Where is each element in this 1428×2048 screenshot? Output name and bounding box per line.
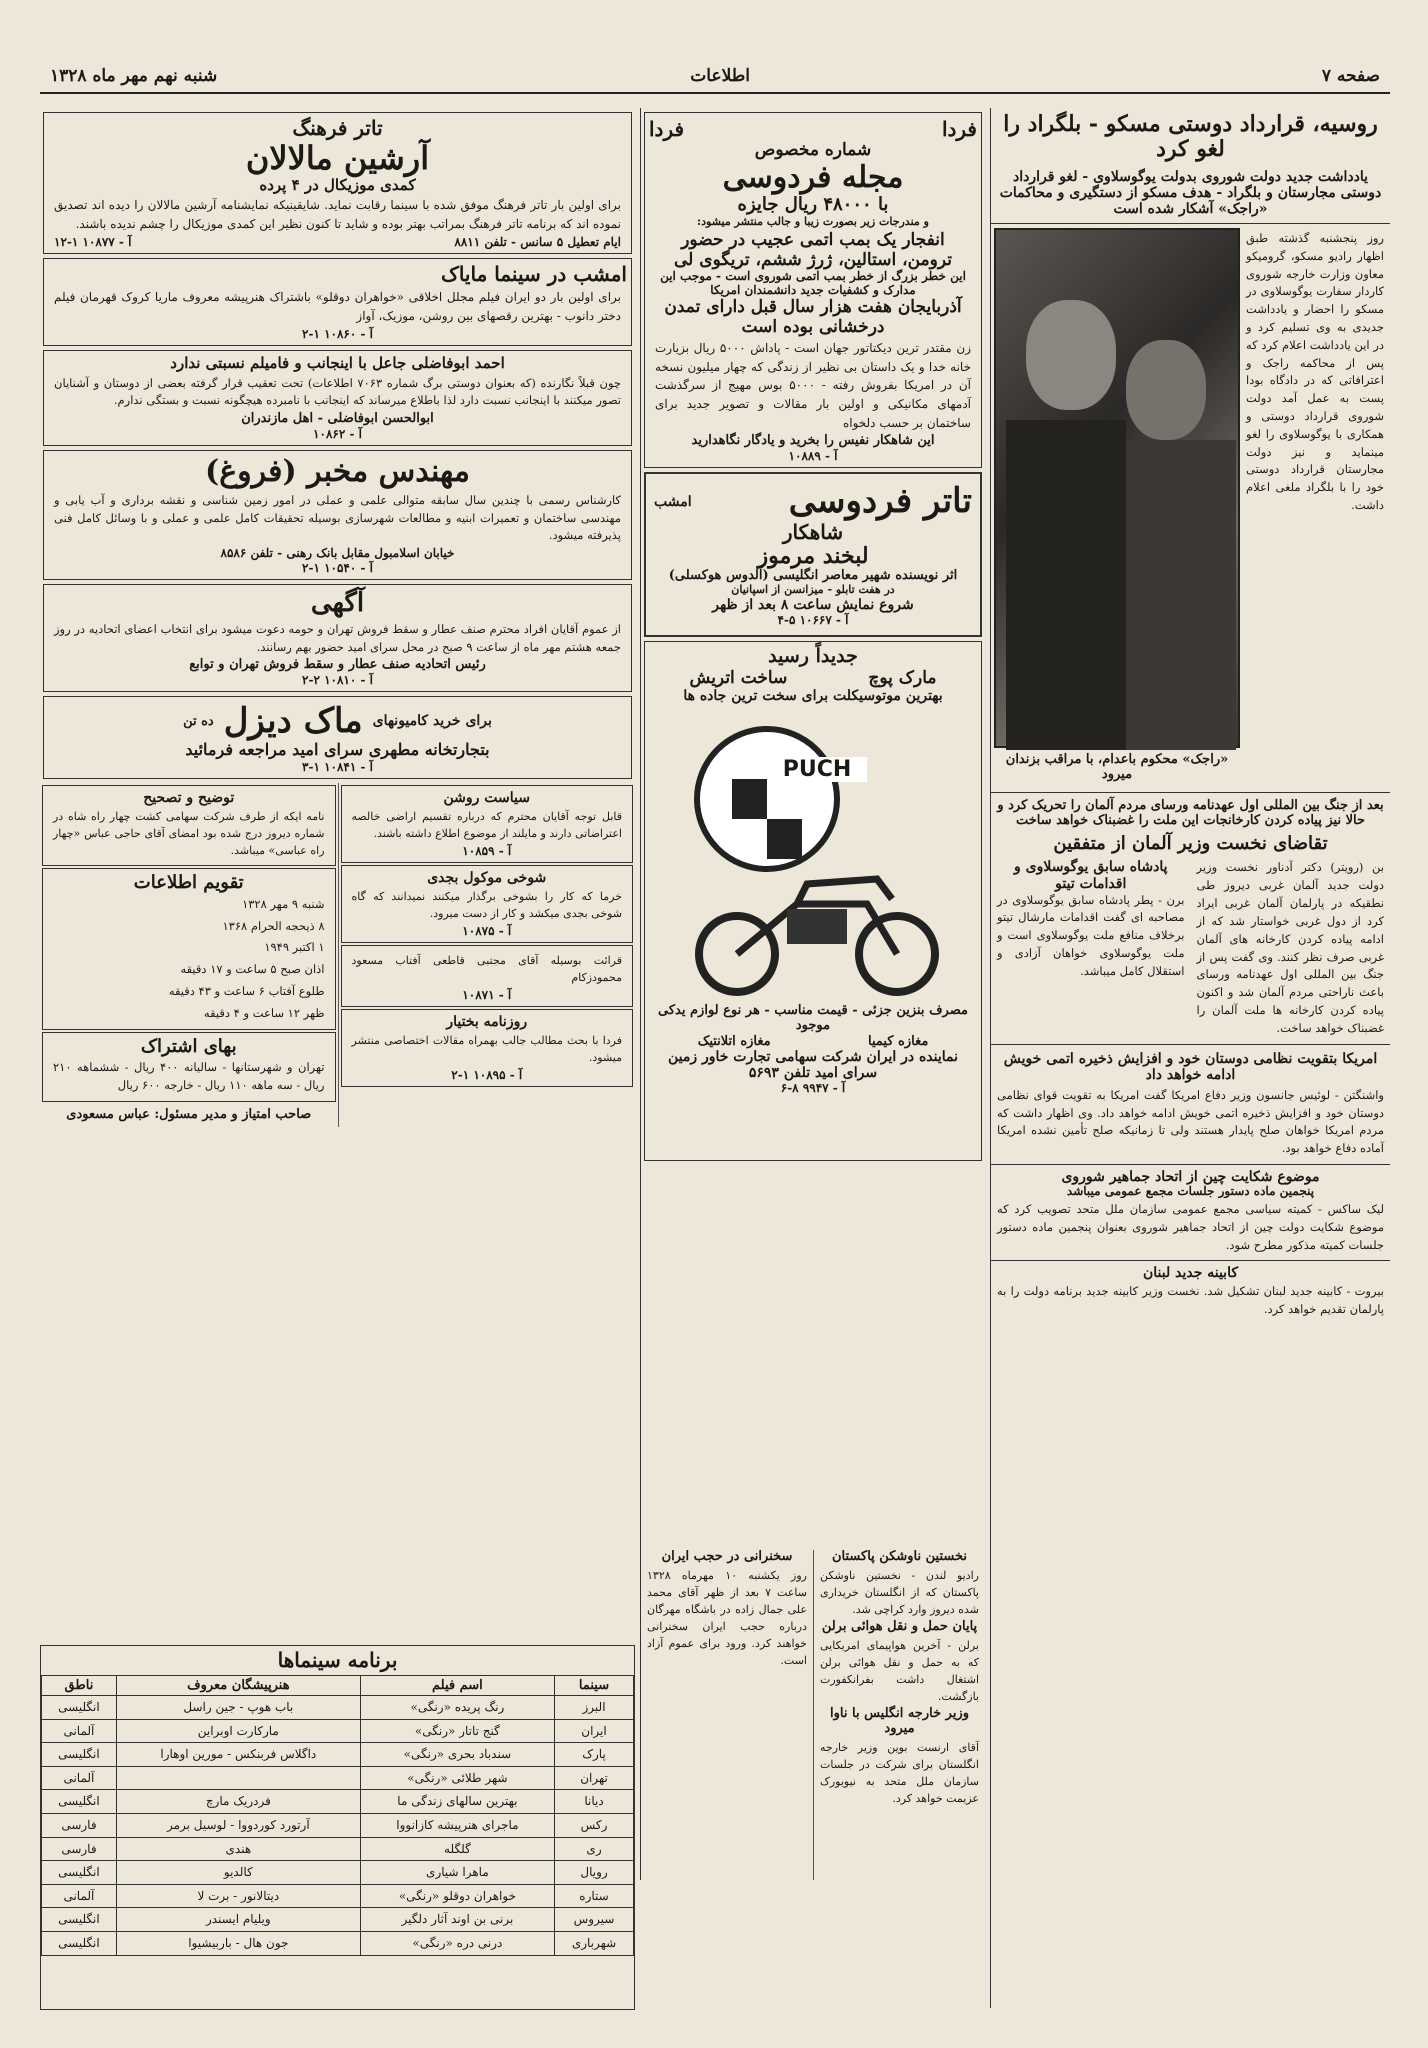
mayak-text: برای اولین بار دو ایران فیلم مجلل اخلاقی «خواهران دوقلو» باشتراک هنرپیشه معروف ماریا کروک قهرمان فیلم دختر دانوب - بهترین رقصهای بین روشن، موزیک، آواز (54, 290, 621, 323)
magazine-intro: و مندرجات زیر بصورت زیبا و جالب منتشر میشود: (697, 214, 929, 228)
cinema-cell: فارسی (42, 1813, 117, 1837)
news-lower-right (813, 1550, 985, 1880)
puch-logo-text: PUCH (767, 757, 867, 782)
policy-title: سیاست روشن (443, 789, 530, 806)
russia-story-text: روز پنجشنبه گذشته طبق اظهار رادیو مسکو، گرومیکو معاون وزارت خارجه شوروی کاردار سفارت یوگوسلاوی در مسکو را احضار و یادداشت جدیدی به وی تسلیم کرد و در این یادداشت اعلام کرد که پس از محاکمه راجک و اعترافاتی که در دادگاه بودا پست به عمل آمد دولت شوروی قرارداد دوستی و همکاری با یوگوسلاوی را لغو مینماید و نیز دولت مجارستان قرارداد دوستی خود را با بلگراد ملغی اعلام داشت. (1246, 230, 1384, 513)
germany-text: بن (رویتر) دکتر آدناور نخست وزیر دولت جدید آلمان غربی دیروز طی نطقیکه در پارلمان آلمان غربی ایراد کرد از دول غربی خواستار شد که از ادامه پیاده کردن کارخانه های آلمان غربی صرف نظر کنند. وی گفت پس از جنگ بین المللی اول عهدنامه ورسای باعث ناراحتی مردم آلمان شد و اکنون پیاده کردن کارخانه ها ملت آلمان را غضبناک خواهد ساخت. (1196, 860, 1384, 1035)
photo-figure-2 (1126, 340, 1206, 440)
puch-origin: ساخت اتریش (689, 667, 788, 688)
china-subhead: پنجمین ماده دستور جلسات مجمع عمومی میباشد (1066, 1184, 1315, 1199)
cinema-cell: انگلیسی (42, 1931, 117, 1955)
yugoslav-king-text: برن - پطر پادشاه سابق یوگوسلاوی در مصاحبه ای گفت اقدامات مارشال تیتو برخلاف منافع ملت یوگوسلاوی است و ملت یوگوسلاوی خواهان آزادی و استقلال کامل میباشد. (997, 892, 1185, 978)
cinema-program (40, 1645, 635, 2010)
magazine-line4: آذربایجان هفت هزار سال قبل دارای تمدن درخشانی بوده است (664, 297, 962, 337)
small-notices-grid (40, 783, 635, 1127)
china-headline: موضوع شکایت چین از اتحاد جماهیر شوروی (1061, 1169, 1320, 1185)
china-text: لیک ساکس - کمیته سیاسی مجمع عمومی سازمان ملل متحد تصویب کرد که موضوع شکایت دولت چین از اتحاد جماهیر شوروی بعنوان پنجمین ماده دستور جلسات کمیته مذکور مطرح شود. (997, 1201, 1384, 1252)
bakhtiar-text: فردا با بحث مطالب جالب بهمراه مقالات اختصاصی منتشر میشود. (351, 1034, 622, 1065)
puch-logo-square-1 (732, 779, 767, 819)
puch-brand-label: مارک پوچ (868, 667, 937, 688)
calendar-title: تقویم اطلاعات (133, 872, 244, 894)
ferdowsi-theatre-ad (644, 472, 982, 637)
puch-subline: بهترین موتوسیکلت برای سخت ترین جاده ها (683, 687, 943, 704)
cinema-cell: باب هوپ - جین راسل (116, 1696, 360, 1720)
magazine-line1: انفجار یک بمب اتمی عجیب در حضور (681, 230, 945, 251)
editor-credit: صاحب امتیاز و مدیر مسئول: عباس مسعودی (66, 1106, 312, 1122)
iran-lecture-text: روز یکشنبه ۱۰ مهرماه ۱۳۲۸ ساعت ۷ بعد از ظهر آقای محمد علی جمال زاده در باشگاه مهرگان درباره حجب ایران سخنرانی خواهند کرد. ورود برای عموم آزاد است. (647, 1568, 807, 1668)
headline-russia: روسیه، قرارداد دوستی مسکو - بلگراد را لغو کرد (1003, 111, 1378, 163)
small-notices-right (338, 783, 636, 1127)
guild-notice-code: آ - ۱۰۸۱۰ ۲-۲ (302, 673, 373, 688)
calendar-row: طلوع آفتاب ۶ ساعت و ۴۳ دقیقه (168, 983, 325, 998)
cinema-cell: انگلیسی (42, 1861, 117, 1885)
cinema-cell: آرتورد کوردووا - لوسیل برمر (116, 1813, 360, 1837)
puch-body: مصرف بنزین جزئی - قیمت مناسب - هر نوع لوازم یدکی موجود (658, 1003, 968, 1033)
cinema-cell: البرز (555, 1696, 634, 1720)
cinema-cell: شهرباری (555, 1931, 634, 1955)
berlin-airlift-title: پایان حمل و نقل هوائی برلن (821, 1619, 978, 1635)
subscription-box (42, 1032, 336, 1102)
mack-post: ده تن (183, 713, 214, 729)
play-author: اثر نویسنده شهیر معاصر انگلیسی (آلدوس هوکسلی) (668, 568, 958, 584)
notice-correction (42, 785, 336, 866)
abufazeli-code: آ - ۱۰۸۶۲ (313, 427, 362, 442)
ferdowsi-magazine-ad (644, 112, 982, 468)
column-news-middle-lower (640, 1550, 985, 1880)
puch-ad-code: آ - ۹۹۴۷ ۸-۶ (780, 1081, 846, 1096)
calendar-row: ۸ ذیحجه الحرام ۱۳۶۸ (222, 918, 325, 933)
cinema-cell: ماهرا شیاری (360, 1861, 554, 1885)
cinema-row (42, 1908, 634, 1932)
mokhber-text: کارشناس رسمی با چندین سال سابقه متوالی علمی و عملی در امور زمین شناسی و نقشه برداری و آب یابی و مهندسی ساختمان و تعمیرات ابنیه و مطالعات شهرسازی بوسیله تحقیقات کامل علمی و عملی و با وسائل کامل فنی پذیرفته میشود. (54, 492, 621, 543)
guild-notice (43, 584, 632, 692)
policy-text: قابل توجه آقایان محترم که درباره تقسیم اراضی خالصه اعتراضاتی دارند و مایلند از موضوع اطلاع داشته باشند. (351, 809, 622, 840)
cinema-cell: انگلیسی (42, 1908, 117, 1932)
cinema-cell: درنی دره «رنگی» (360, 1931, 554, 1955)
joke-title: شوخی موکول بجدی (427, 870, 547, 886)
cinema-cell: فردریک مارچ (116, 1790, 360, 1814)
calendar-box (42, 868, 336, 1030)
cinema-cell: ویلیام ایسندر (116, 1908, 360, 1932)
mokhber-code: آ - ۱۰۵۴۰ ۱-۲ (302, 560, 373, 575)
column-news-right (990, 108, 1390, 2008)
motorcycle-engine (787, 909, 847, 944)
tonight-label: امشب (654, 493, 692, 510)
farhang-theatre-ad (43, 112, 632, 254)
puch-logo-and-motorcycle (647, 704, 977, 1004)
subhead-russia: یادداشت جدید دولت شوروی بدولت یوگوسلاوی - لغو قرارداد دوستی مجارستان و بلگراد - هدف مسکو از دستگیری و محاکمات «راجک» آشکار شده است (999, 168, 1382, 217)
cinema-row (42, 1884, 634, 1908)
mack-text: بتجارتخانه مطهری سرای امید مراجعه فرمائید (185, 740, 490, 760)
tomorrow-right: فردا (941, 117, 977, 141)
cinema-cell: تهران (555, 1766, 634, 1790)
cinema-cell: گلگله (360, 1837, 554, 1861)
berlin-airlift-text: برلن - آخرین هواپیمای امریکایی که به حمل و نقل هوائی برلن اشتغال داشت بفرانکفورت بازگشت. (820, 1639, 979, 1704)
photo-body-2 (1126, 440, 1236, 750)
abufazeli-sign: ابوالحسن ابوفاضلی - اهل مازندران (241, 411, 434, 427)
puch-agent: نماینده در ایران شرکت سهامی تجارت خاور زمین (667, 1048, 959, 1065)
cinema-row (42, 1719, 634, 1743)
cinema-cell: ماجرای هنرپیشه کازانووا (360, 1813, 554, 1837)
magazine-ad-code: آ - ۱۰۸۸۹ (788, 449, 838, 464)
puch-artwork (649, 704, 977, 1004)
farhang-text: برای اولین بار تاتر فرهنگ موفق شده با سینما رقابت نماید. شایقینیکه نمایشنامه آرشین مالالان را دیده اند تصدیق نموده اند که برنامه تاتر فرهنگ بمراتب بهتر بوده و شاید تا کنون نظیر این کمدی موزیکال را چشم ندیده باشند. (54, 198, 621, 231)
cinema-table-body (42, 1696, 634, 1956)
cinema-cell: گنج تاتار «رنگی» (360, 1719, 554, 1743)
cinema-row (42, 1931, 634, 1955)
cinema-cell: هندی (116, 1837, 360, 1861)
notice-joke (341, 865, 634, 943)
photo-figure-1 (1026, 300, 1116, 410)
mack-diesel-ad (43, 696, 632, 778)
column-ads-left (40, 108, 635, 1648)
cinema-cell: سیروس (555, 1908, 634, 1932)
engineer-mokhber-ad (43, 450, 632, 580)
magazine-name: مجله فردوسی (722, 159, 904, 195)
mayak-cinema-ad (43, 258, 632, 346)
guild-notice-text: از عموم آقایان افراد محترم صنف عطار و سقط فروش تهران و حومه دعوت میشود برای انتخاب اعضای اتحادیه در روز جمعه هشتم مهر ماه از ساعت ۹ صبح در محل سرای امید حضور بهم رسانند. (54, 621, 622, 654)
lebanon-text: بیروت - کابینه جدید لبنان تشکیل شد. نخست وزیر کابینه جدید برنامه دولت را به پارلمان تقدیم خواهد کرد. (997, 1284, 1384, 1317)
play-cast: در هفت تابلو - میزانسن از اسپانیان (731, 583, 895, 597)
subscription-title: بهای اشتراک (140, 1035, 237, 1057)
issue-date: شنبه نهم مهر ماه ۱۳۲۸ (50, 66, 218, 86)
farhang-code: آ - ۱۰۸۷۷ ۱-۱۲ (54, 235, 132, 250)
mayak-code: آ - ۱۰۸۶۰ ۱-۲ (302, 327, 373, 342)
magazine-prize: با ۴۸۰۰۰ ریال جایزه (737, 194, 889, 216)
cinema-title: برنامه سینماها (277, 1648, 398, 1672)
column-ads-middle (640, 108, 985, 1638)
news-lower-left (641, 1550, 813, 1880)
cinema-cell: آلمانی (42, 1766, 117, 1790)
cinema-cell: مارکارت اوبراین (116, 1719, 360, 1743)
magazine-line2: ترومن، استالین، ژرژ ششم، تریگوی لی (674, 249, 952, 270)
calendar-row: ۱ اکتبر ۱۹۴۹ (264, 940, 325, 955)
joke-code: آ - ۱۰۸۷۵ (462, 924, 512, 939)
mokhber-address: خیابان اسلامبول مقابل بانک رهنی - تلفن ۸۵۸۶ (220, 546, 455, 561)
cinema-row (42, 1696, 634, 1720)
small-notices-left (40, 783, 338, 1127)
cinema-header-cinema: سینما (555, 1676, 634, 1696)
cinema-cell: ایران (555, 1719, 634, 1743)
america-headline: امریکا بتقویت نظامی دوستان خود و افزایش ذخیره اتمی خویش ادامه خواهد داد (1003, 1050, 1378, 1083)
notice-abufazeli (43, 350, 632, 446)
cinema-cell: فارسی (42, 1837, 117, 1861)
correction-title: توضیح و تصحیح (143, 789, 235, 806)
reading-text: قرائت بوسیله آقای مجتبی قاطعی آفتاب مسعود محمودزکام (351, 954, 622, 985)
play-title: لبخند مرموز (757, 543, 869, 570)
puch-phone: سرای امید تلفن ۵۶۹۳ (748, 1065, 878, 1082)
cinema-cell: ری (555, 1837, 634, 1861)
photo-caption: «راجک» محکوم باعدام، با مراقب بزندان میرود (1005, 751, 1229, 782)
page-header (40, 60, 1390, 94)
cinema-row (42, 1766, 634, 1790)
cinema-cell: رکس (555, 1813, 634, 1837)
special-issue: شماره مخصوص (754, 140, 872, 160)
policy-code: آ - ۱۰۸۵۹ (462, 844, 512, 858)
show-time: شروع نمایش ساعت ۸ بعد از ظهر (712, 597, 914, 614)
cinema-header-film: اسم فیلم (360, 1676, 554, 1696)
cinema-cell: جون هال - باربیشیوا (116, 1931, 360, 1955)
puch-headline: جدیداً رسید (768, 645, 858, 668)
guild-notice-title: آگهی (310, 587, 365, 618)
mack-brand: ماک دیزل (223, 701, 363, 742)
cinema-header-language: ناطق (42, 1676, 117, 1696)
cinema-row (42, 1813, 634, 1837)
cinema-cell: ستاره (555, 1884, 634, 1908)
mokhber-title: مهندس مخبر (فروغ) (205, 454, 470, 490)
cinema-cell: رویال (555, 1861, 634, 1885)
cinema-cell: انگلیسی (42, 1790, 117, 1814)
farhang-hours: ایام تعطیل ۵ سانس - تلفن ۸۸۱۱ (454, 235, 621, 250)
cinema-row (42, 1790, 634, 1814)
bakhtiar-code: آ - ۱۰۸۹۵ ۱-۲ (451, 1068, 523, 1083)
cinema-cell: داگلاس فربنکس - مورین اوهارا (116, 1743, 360, 1767)
germany-subhead: بعد از جنگ بین المللی اول عهدنامه ورسای مردم آلمان را تحریک کرد و حالا نیز پیاده کردن کارخانجات این ملت را غضبناک خواهد ساخت (997, 797, 1384, 828)
cinema-row (42, 1743, 634, 1767)
cinema-cell: پارک (555, 1743, 634, 1767)
cinema-cell: انگلیسی (42, 1743, 117, 1767)
newspaper-page (40, 90, 1390, 2020)
cinema-cell: آلمانی (42, 1884, 117, 1908)
cinema-cell: سندباد بحری «رنگی» (360, 1743, 554, 1767)
pakistan-destroyer-title: نخستین ناوشکن پاکستان (831, 1550, 968, 1564)
puch-shop-2: مغازه اتلانتیک (697, 1033, 771, 1049)
cinema-cell (116, 1766, 360, 1790)
british-minister-text: آقای ارنست بوین وزیر خارجه انگلستان برای شرکت در جلسات سازمان ملل متحد به نیویورک عزیمت خواهد کرد. (820, 1741, 979, 1806)
british-minister-title: وزیر خارجه انگلیس با ناوا میرود (830, 1706, 969, 1737)
cinema-header-actors: هنرپیشگان معروف (116, 1676, 360, 1696)
cinema-row (42, 1837, 634, 1861)
cinema-cell: انگلیسی (42, 1696, 117, 1720)
notice-reading (341, 945, 634, 1007)
cinema-cell: خواهران دوقلو «رنگی» (360, 1884, 554, 1908)
puch-logo-square-2 (767, 819, 802, 859)
theatre-masterpiece: شاهکار (782, 520, 844, 545)
mack-code: آ - ۱۰۸۴۱ ۱-۳ (302, 759, 373, 774)
photo-rajk (994, 228, 1240, 748)
notice-bakhtiar (341, 1009, 634, 1087)
farhang-subtitle: کمدی موزیکال در ۴ پرده (259, 175, 416, 194)
cinema-cell: بهترین سالهای زندگی ما (360, 1790, 554, 1814)
notice-policy (341, 785, 634, 863)
cinema-cell: آلمانی (42, 1719, 117, 1743)
mack-pre: برای خرید کامیونهای (372, 713, 492, 730)
farhang-play-name: آرشین مالالان (245, 139, 430, 177)
cinema-table (41, 1675, 634, 1956)
page-number: صفحه ۷ (1321, 66, 1380, 86)
puch-shop-1: مغازه کیمیا (867, 1033, 929, 1049)
subscription-text: تهران و شهرستانها - سالیانه ۴۰۰ ریال - ششماهه ۲۱۰ ریال - سه ماهه ۱۱۰ ریال - خارجه ۶۰۰ ریال (53, 1060, 325, 1093)
cinema-cell: دیانا (555, 1790, 634, 1814)
america-text: واشنگتن - لوئیس جانسون وزیر دفاع امریکا گفت امریکا به تقویت قوای نظامی دوستان خود و افزایش ذخیره اتمی خویش ادامه خواهد داد. وی اظهار داشت که مردم امریکا خواهان صلح پایدار هستند ولی تا زمانیکه صلح تأمین نشده امریکا آماده دفاع خواهد بود. (997, 1087, 1384, 1156)
calendar-row: ظهر ۱۲ ساعت و ۴ دقیقه (203, 1005, 325, 1020)
germany-headline: تقاضای نخست وزیر آلمان از متفقین (1053, 832, 1328, 854)
theatre-ad-code: آ - ۱۰۶۶۷ ۵-۴ (777, 613, 849, 628)
guild-notice-sign: رئیس اتحادیه صنف عطار و سقط فروش تهران و توابع (189, 657, 486, 673)
photo-body-1 (1006, 420, 1126, 750)
theatre-name: تاتر فردوسی (788, 481, 972, 522)
cinema-cell: شهر طلائی «رنگی» (360, 1766, 554, 1790)
yugoslav-king-title: پادشاه سابق یوگوسلاوی و اقدامات تیتو (1013, 859, 1168, 892)
mayak-title: امشب در سینما مایاک (440, 262, 627, 287)
cinema-cell: کالدیو (116, 1861, 360, 1885)
tomorrow-left: فردا (649, 117, 685, 141)
cinema-cell: رنگ پریده «رنگی» (360, 1696, 554, 1720)
bakhtiar-title: روزنامه بختیار (446, 1014, 528, 1031)
iran-lecture-title: سخنرانی در حجب ایران (661, 1550, 793, 1564)
newspaper-name: اطلاعات (690, 66, 750, 86)
cinema-row (42, 1861, 634, 1885)
abufazeli-title: احمد ابوفاضلی جاعل با اینجانب و فامیلم نسبتی ندارد (170, 354, 505, 373)
farhang-title: تاتر فرهنگ (292, 116, 383, 140)
magazine-footer: این شاهکار نفیس را بخرید و یادگار نگاهدارید (691, 433, 935, 449)
lebanon-headline: کابینه جدید لبنان (1142, 1265, 1239, 1282)
calendar-row: اذان صبح ۵ ساعت و ۱۷ دقیقه (180, 962, 325, 977)
puch-motorcycle-ad (644, 641, 982, 1161)
joke-text: خرما که کار را بشوخی برگذار میکنند نمیدانند که گاه شوخی بجدی میکشد و کار از دست میرود. (351, 890, 622, 921)
pakistan-destroyer-text: رادیو لندن - نخستین ناوشکن پاکستان که از انگلستان خریداری شده دیروز وارد کراچی شد. (820, 1568, 979, 1617)
cinema-cell: برنی بن اوند آثار دلگیر (360, 1908, 554, 1932)
correction-text: نامه ایکه از طرف شرکت سهامی کشت چهار راه شاه در شماره دیروز درج شده بود امضای آقای حاجی عباس «چهار راه عباسی» میباشد. (53, 809, 325, 857)
yugoslav-king-block (991, 857, 1191, 1039)
magazine-line3: این خطر بزرگ از خطر بمب اتمی شوروی است - موجب این مدارک و کشفیات جدید دانشمندان امریکا (660, 269, 966, 298)
calendar-row: شنبه ۹ مهر ۱۳۲۸ (242, 896, 325, 911)
cinema-cell: دیتالانور - برت لا (116, 1884, 360, 1908)
magazine-body: زن مقتدر ترین دیکتاتور جهان است - پاداش ۵۰۰۰ ریال بزیارت خانه خدا و یک داستان بی نظیر از زندگی که چهار میلیون نسخه آن در امریکا بفروش رفته - ۵۰۰۰ بوس مهیج از سرگذشت آدمهای مکانیکی و اولین بار مقالات و تصویر جدید برای ساختمان بر حسب دلخواه (655, 341, 971, 430)
reading-code: آ - ۱۰۸۷۱ (462, 988, 512, 1003)
abufazeli-text: چون قبلاً نگارنده (که بعنوان دوستی برگ شماره ۷۰۶۳ اطلاعات) تحت تعقیب قرار گرفته بعضی از دوستان و آشنایان تصور میکنند با اینجانب نسبت دارد لذا باطلاع میرساند که اینجانب با نامبرده هیچگونه نسبت و بستگی ندارم. (54, 375, 621, 408)
